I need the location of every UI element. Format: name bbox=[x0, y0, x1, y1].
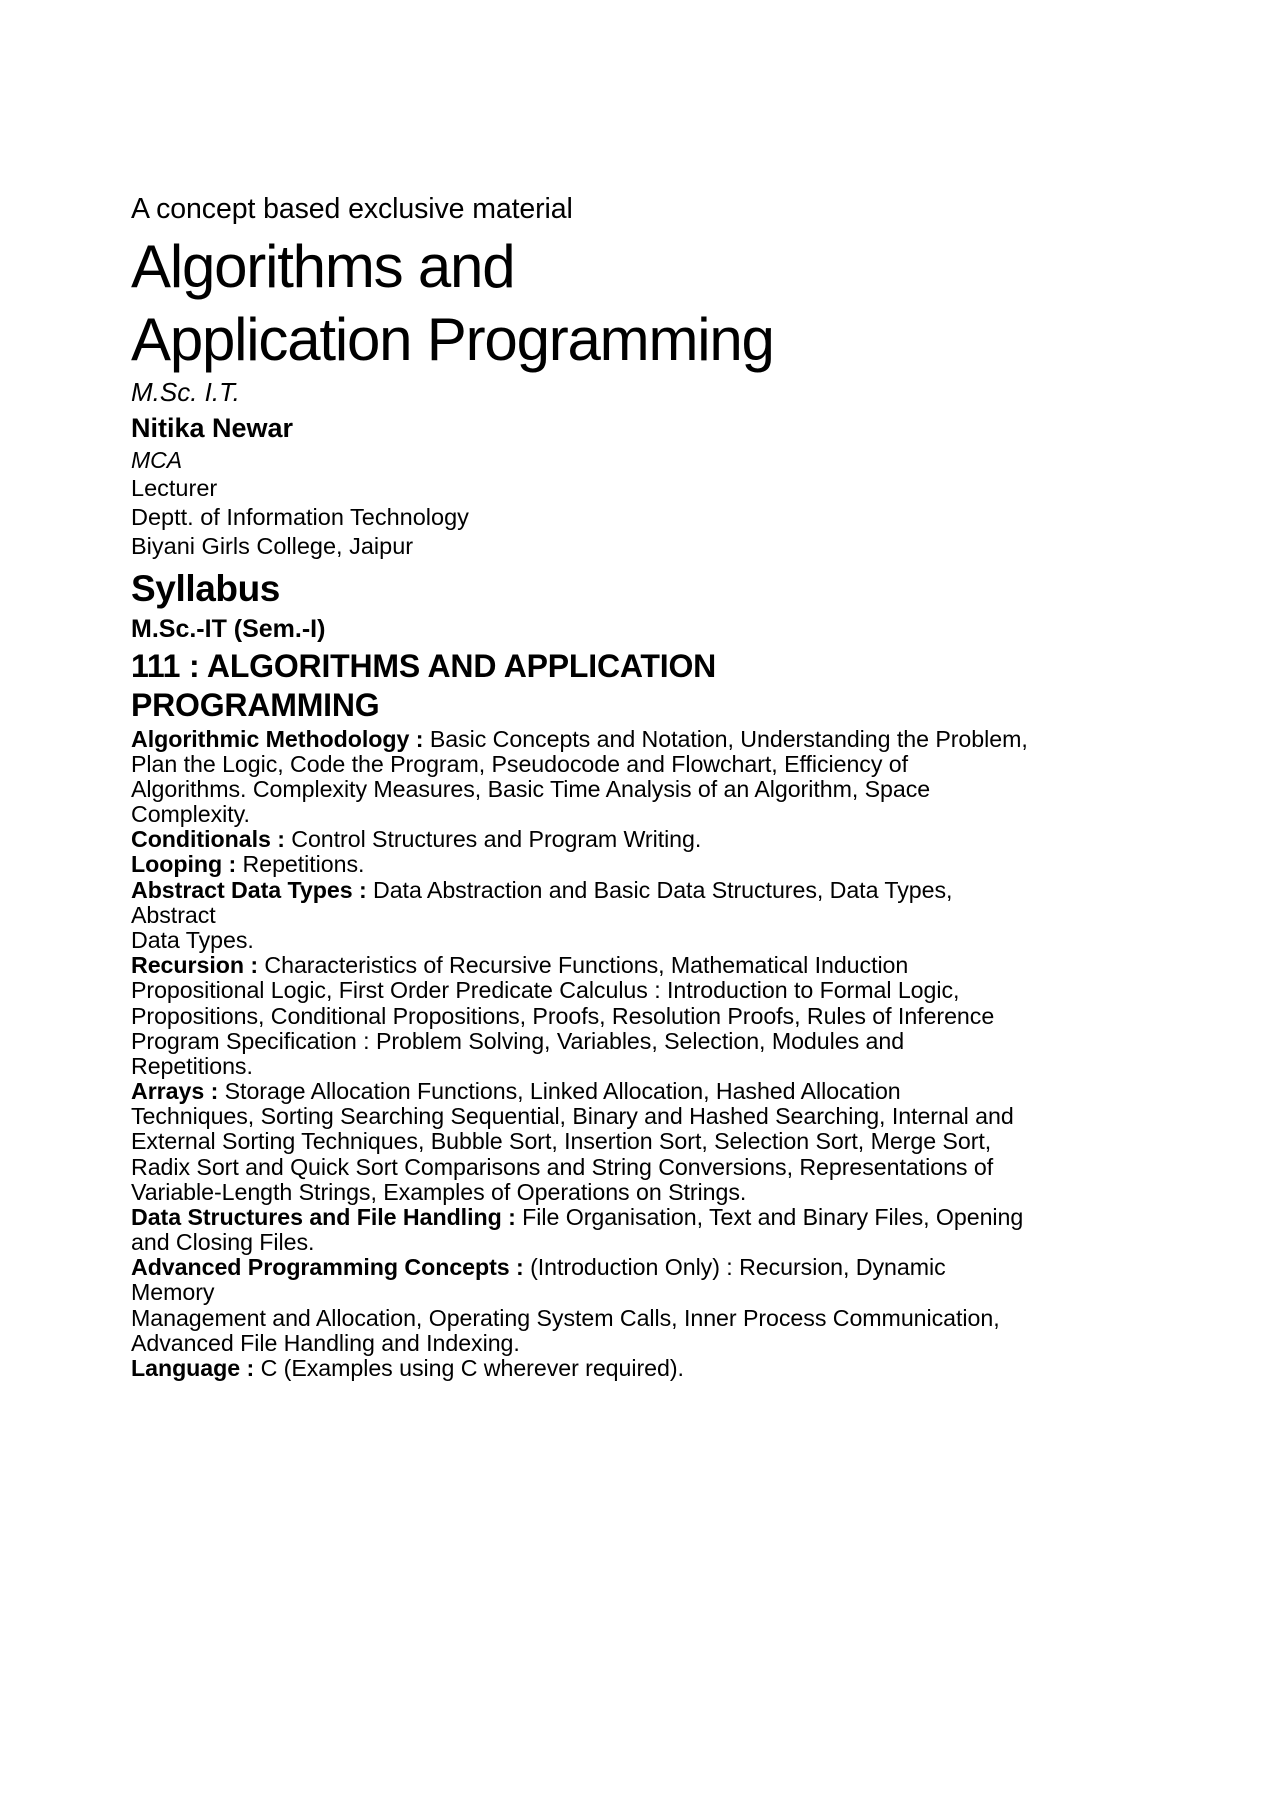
syllabus-topic bbox=[131, 1356, 983, 1381]
syllabus-topic bbox=[131, 725, 1028, 828]
topic-line: Variable-Length Strings, Examples of Operations on Strings. bbox=[131, 1178, 747, 1205]
book-title bbox=[131, 230, 983, 376]
topic-line: Advanced File Handling and Indexing. bbox=[131, 1329, 520, 1356]
topic-line bbox=[131, 1079, 983, 1104]
syllabus-topic bbox=[131, 952, 995, 1079]
author-department: Deptt. of Information Technology bbox=[131, 504, 469, 530]
syllabus-topic bbox=[131, 1254, 1000, 1356]
topic-line: Data Types. bbox=[131, 927, 254, 953]
syllabus-topic bbox=[131, 852, 983, 877]
topic-line-text: Basic Concepts and Notation, Understanding the Problem, bbox=[423, 725, 1028, 752]
topic-line-text: Storage Allocation Functions, Linked Allocation, Hashed Allocation bbox=[218, 1078, 901, 1105]
topic-lead-label: Language : bbox=[131, 1354, 255, 1381]
topic-line-text: Control Structures and Program Writing. bbox=[284, 826, 702, 853]
topic-line-text: Characteristics of Recursive Functions, Mathematical Induction bbox=[258, 952, 909, 979]
author-name: Nitika Newar bbox=[131, 413, 294, 444]
topic-line: and Closing Files. bbox=[131, 1229, 315, 1256]
author-role: Lecturer bbox=[131, 475, 218, 502]
topic-lead-label: Data Structures and File Handling : bbox=[131, 1203, 516, 1230]
topic-line bbox=[131, 953, 983, 978]
topic-line-text: File Organisation, Text and Binary Files, Opening bbox=[515, 1203, 1024, 1230]
book-title-line-2: Application Programming bbox=[131, 306, 774, 374]
topic-lead-label: Arrays : bbox=[131, 1078, 219, 1105]
syllabus-topic-list bbox=[131, 725, 1028, 1381]
topic-lead-label: Algorithmic Methodology : bbox=[131, 725, 424, 752]
topic-line-text: C (Examples using C wherever required). bbox=[254, 1354, 684, 1381]
topic-line bbox=[131, 725, 1028, 752]
topic-lead-label: Looping : bbox=[131, 851, 237, 878]
syllabus-heading: Syllabus bbox=[131, 568, 280, 610]
topic-line: Program Specification : Problem Solving, Variables, Selection, Modules and bbox=[131, 1027, 905, 1054]
topic-line: Radix Sort and Quick Sort Comparisons and String Conversions, Representations of bbox=[131, 1153, 994, 1180]
topic-line: Techniques, Sorting Searching Sequential, Binary and Hashed Searching, Internal and bbox=[131, 1103, 1014, 1130]
syllabus-topic bbox=[131, 1078, 1014, 1205]
topic-line: Complexity. bbox=[131, 801, 250, 828]
topic-lead-label: Recursion : bbox=[131, 952, 259, 979]
topic-line: Plan the Logic, Code the Program, Pseudocode and Flowchart, Efficiency of bbox=[131, 750, 909, 777]
cover-tagline: A concept based exclusive material bbox=[131, 193, 573, 225]
syllabus-topic bbox=[131, 878, 983, 954]
topic-line: Repetitions. bbox=[131, 1052, 253, 1079]
book-title-line-1: Algorithms and bbox=[131, 233, 515, 301]
syllabus-semester: M.Sc.-IT (Sem.-I) bbox=[131, 614, 326, 643]
topic-line bbox=[131, 827, 983, 852]
topic-line bbox=[131, 1203, 1024, 1230]
topic-line bbox=[131, 1356, 983, 1381]
topic-line: Propositions, Conditional Propositions, Proofs, Resolution Proofs, Rules of Inference bbox=[131, 1002, 995, 1029]
topic-lead-label: Advanced Programming Concepts : bbox=[131, 1254, 524, 1281]
course-code-heading bbox=[131, 647, 983, 725]
topic-line: External Sorting Techniques, Bubble Sort, Insertion Sort, Selection Sort, Merge Sort, bbox=[131, 1128, 992, 1155]
course-heading-line-2: PROGRAMMING bbox=[131, 686, 380, 723]
syllabus-topic bbox=[131, 827, 983, 852]
topic-line: Abstract bbox=[131, 901, 216, 928]
topic-lead-label: Conditionals : bbox=[131, 826, 285, 853]
topic-line bbox=[131, 1255, 983, 1280]
degree-label: M.Sc. I.T. bbox=[131, 376, 240, 407]
topic-line bbox=[131, 878, 983, 903]
topic-line: Algorithms. Complexity Measures, Basic Time Analysis of an Algorithm, Space bbox=[131, 775, 931, 802]
topic-lead-label: Abstract Data Types : bbox=[131, 876, 367, 903]
topic-line bbox=[131, 852, 983, 877]
author-qualification: MCA bbox=[131, 447, 183, 474]
page-content bbox=[131, 192, 1028, 1381]
topic-line: Memory bbox=[131, 1279, 215, 1306]
topic-line-text: (Introduction Only) : Recursion, Dynamic bbox=[523, 1254, 946, 1281]
topic-line-text: Repetitions. bbox=[236, 851, 365, 878]
author-institution: Biyani Girls College, Jaipur bbox=[131, 532, 414, 559]
syllabus-topic bbox=[131, 1203, 1024, 1256]
topic-line-text: Data Abstraction and Basic Data Structures, Data Types, bbox=[366, 876, 953, 903]
topic-line: Management and Allocation, Operating System Calls, Inner Process Communication, bbox=[131, 1304, 1000, 1331]
topic-line: Propositional Logic, First Order Predicate Calculus : Introduction to Formal Logic, bbox=[131, 977, 960, 1004]
course-heading-line-1: 111 : ALGORITHMS AND APPLICATION bbox=[131, 647, 717, 684]
